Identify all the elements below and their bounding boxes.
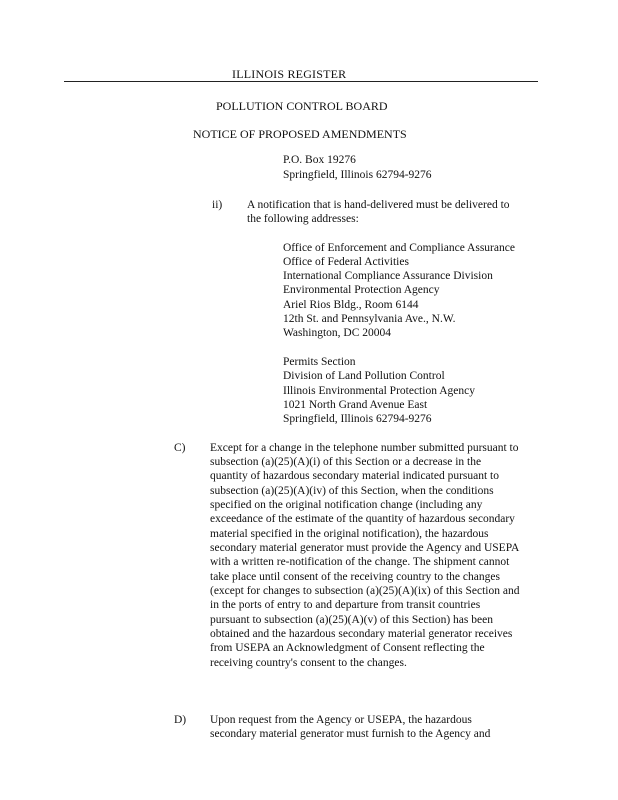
usepa-address-line: 12th St. and Pennsylvania Ave., N.W. xyxy=(283,313,456,325)
iepa-address-line: Division of Land Pollution Control xyxy=(283,370,445,382)
usepa-address-line: Environmental Protection Agency xyxy=(283,284,440,296)
item-c-line: in the ports of entry to and departure from transit countries xyxy=(210,599,481,611)
item-c-line: specified on the original notification change (including any xyxy=(210,499,483,511)
usepa-address-line: Washington, DC 20004 xyxy=(283,327,392,339)
item-c-line: Except for a change in the telephone number submitted pursuant to xyxy=(210,442,519,454)
register-title: ILLINOIS REGISTER xyxy=(232,67,347,81)
usepa-address-line: International Compliance Assurance Division xyxy=(283,270,493,282)
item-c-line: take place until consent of the receiving country to the changes xyxy=(210,571,500,583)
item-c-line: with a written re-notification of the change. The shipment cannot xyxy=(210,556,510,568)
item-ii-line: A notification that is hand-delivered must be delivered to xyxy=(247,199,510,211)
item-c-line: subsection (a)(25)(A)(iv) of this Section, when the conditions xyxy=(210,485,494,497)
notice-title: NOTICE OF PROPOSED AMENDMENTS xyxy=(193,127,407,141)
item-c-line: material specified in the original notification), the hazardous xyxy=(210,528,489,540)
usepa-address-line: Ariel Rios Bldg., Room 6144 xyxy=(283,299,419,311)
item-c-line: secondary material generator must provide the Agency and USEPA xyxy=(210,542,520,554)
iepa-address-line: Illinois Environmental Protection Agency xyxy=(283,385,475,397)
iepa-address-line: Permits Section xyxy=(283,356,356,368)
item-d-line: Upon request from the Agency or USEPA, the hazardous xyxy=(210,714,472,726)
item-d-label: D) xyxy=(174,714,187,726)
iepa-address-line: Springfield, Illinois 62794-9276 xyxy=(283,413,432,425)
item-c-line: subsection (a)(25)(A)(i) of this Section or a decrease in the xyxy=(210,456,482,468)
agency-title: POLLUTION CONTROL BOARD xyxy=(216,99,388,113)
item-c-label: C) xyxy=(174,442,186,454)
item-c-line: from USEPA an Acknowledgment of Consent reflecting the xyxy=(210,642,485,654)
po-address-line: Springfield, Illinois 62794-9276 xyxy=(283,169,432,181)
po-address-line: P.O. Box 19276 xyxy=(283,154,356,166)
usepa-address-line: Office of Enforcement and Compliance Assurance xyxy=(283,242,515,254)
item-c-line: (except for changes to subsection (a)(25)(A)(ix) of this Section and xyxy=(210,585,520,597)
item-d-line: secondary material generator must furnish to the Agency and xyxy=(210,728,491,740)
usepa-address-line: Office of Federal Activities xyxy=(283,256,409,268)
item-c-line: exceedance of the estimate of the quantity of hazardous secondary xyxy=(210,513,515,525)
item-c-line: obtained and the hazardous secondary material generator receives xyxy=(210,628,513,640)
item-ii-label: ii) xyxy=(212,199,223,211)
item-ii-line: the following addresses: xyxy=(247,213,359,225)
item-c-line: quantity of hazardous secondary material indicated pursuant to xyxy=(210,470,499,482)
item-c-line: receiving country's consent to the changes. xyxy=(210,657,407,669)
header-rule xyxy=(64,81,538,82)
item-c-line: pursuant to subsection (a)(25)(A)(v) of this Section) has been xyxy=(210,614,493,626)
iepa-address-line: 1021 North Grand Avenue East xyxy=(283,399,428,411)
